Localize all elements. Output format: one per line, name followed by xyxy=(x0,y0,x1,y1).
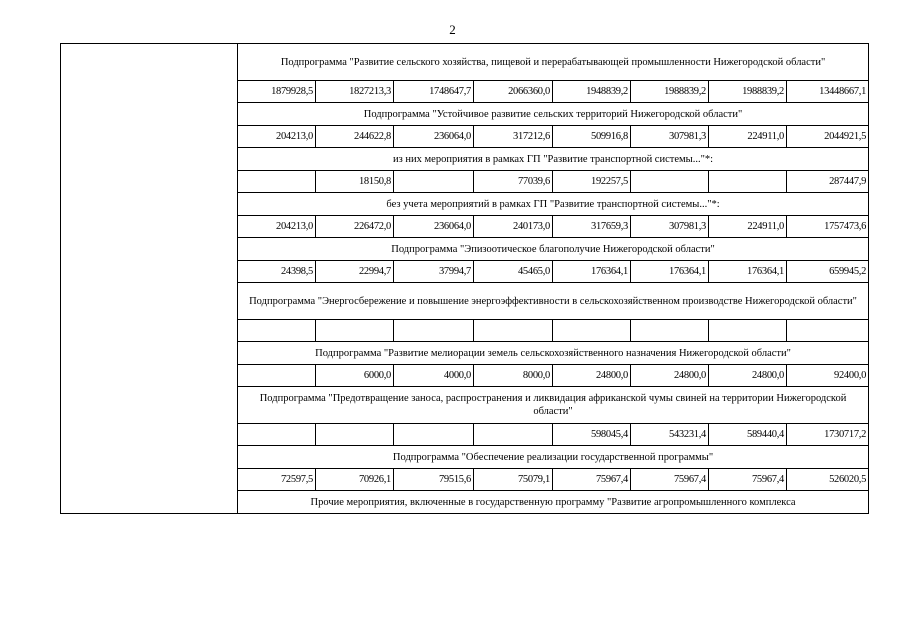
value-cell xyxy=(238,171,316,193)
value-cell: 92400,0 xyxy=(787,365,869,387)
value-cell: 240173,0 xyxy=(474,216,553,238)
value-cell: 24800,0 xyxy=(709,365,787,387)
value-cell: 1757473,6 xyxy=(787,216,869,238)
value-cell: 75967,4 xyxy=(631,469,709,491)
section-title-row xyxy=(61,44,869,81)
value-cell: 659945,2 xyxy=(787,261,869,283)
value-cell xyxy=(238,424,316,446)
value-cell xyxy=(709,171,787,193)
value-cell xyxy=(316,424,394,446)
value-cell: 204213,0 xyxy=(238,126,316,148)
value-cell: 317659,3 xyxy=(553,216,631,238)
value-cell: 75967,4 xyxy=(709,469,787,491)
value-cell: 509916,8 xyxy=(553,126,631,148)
value-cell: 287447,9 xyxy=(787,171,869,193)
section-title: Подпрограмма "Устойчивое развитие сельских территорий Нижегородской области" xyxy=(238,103,869,126)
value-cell: 70926,1 xyxy=(316,469,394,491)
value-cell: 37994,7 xyxy=(394,261,474,283)
value-cell: 1988839,2 xyxy=(709,81,787,103)
value-cell: 224911,0 xyxy=(709,216,787,238)
value-cell: 224911,0 xyxy=(709,126,787,148)
value-cell xyxy=(238,320,316,342)
section-title: Подпрограмма "Энергосбережение и повышение энергоэффективности в сельскохозяйственном производстве Нижегородской области" xyxy=(238,283,869,320)
section-title: Подпрограмма "Обеспечение реализации государственной программы" xyxy=(238,446,869,469)
value-cell: 13448667,1 xyxy=(787,81,869,103)
section-title: Подпрограмма "Развитие сельского хозяйства, пищевой и перерабатывающей промышленности Нижегородской области" xyxy=(238,44,869,81)
value-cell xyxy=(316,320,394,342)
value-cell: 176364,1 xyxy=(553,261,631,283)
value-cell: 2044921,5 xyxy=(787,126,869,148)
value-cell: 75967,4 xyxy=(553,469,631,491)
value-cell: 526020,5 xyxy=(787,469,869,491)
value-cell xyxy=(631,320,709,342)
value-cell: 192257,5 xyxy=(553,171,631,193)
program-funding-table xyxy=(60,43,869,514)
section-title: Подпрограмма "Развитие мелиорации земель сельскохозяйственного назначения Нижегородской области" xyxy=(238,342,869,365)
value-cell: 75079,1 xyxy=(474,469,553,491)
value-cell: 176364,1 xyxy=(709,261,787,283)
section-title: без учета мероприятий в рамках ГП "Развитие транспортной системы..."*: xyxy=(238,193,869,216)
value-cell: 6000,0 xyxy=(316,365,394,387)
value-cell xyxy=(787,320,869,342)
value-cell xyxy=(394,171,474,193)
value-cell: 204213,0 xyxy=(238,216,316,238)
value-cell: 244622,8 xyxy=(316,126,394,148)
value-cell: 1988839,2 xyxy=(631,81,709,103)
value-cell xyxy=(631,171,709,193)
value-cell: 79515,6 xyxy=(394,469,474,491)
value-cell: 8000,0 xyxy=(474,365,553,387)
value-cell xyxy=(474,320,553,342)
value-cell: 1748647,7 xyxy=(394,81,474,103)
value-cell: 1948839,2 xyxy=(553,81,631,103)
value-cell xyxy=(394,424,474,446)
value-cell: 24800,0 xyxy=(631,365,709,387)
page-number: 2 xyxy=(449,22,456,37)
value-cell: 1827213,3 xyxy=(316,81,394,103)
value-cell: 226472,0 xyxy=(316,216,394,238)
value-cell: 317212,6 xyxy=(474,126,553,148)
section-title: Подпрограмма "Эпизоотическое благополучие Нижегородской области" xyxy=(238,238,869,261)
value-cell xyxy=(474,424,553,446)
value-cell: 598045,4 xyxy=(553,424,631,446)
value-cell: 589440,4 xyxy=(709,424,787,446)
table-body xyxy=(61,44,869,514)
value-cell xyxy=(709,320,787,342)
value-cell: 24398,5 xyxy=(238,261,316,283)
value-cell: 543231,4 xyxy=(631,424,709,446)
value-cell: 307981,3 xyxy=(631,216,709,238)
section-title: из них мероприятия в рамках ГП "Развитие транспортной системы..."*: xyxy=(238,148,869,171)
value-cell: 77039,6 xyxy=(474,171,553,193)
value-cell: 176364,1 xyxy=(631,261,709,283)
value-cell: 24800,0 xyxy=(553,365,631,387)
value-cell: 45465,0 xyxy=(474,261,553,283)
value-cell: 2066360,0 xyxy=(474,81,553,103)
value-cell: 22994,7 xyxy=(316,261,394,283)
section-title: Прочие мероприятия, включенные в государственную программу "Развитие агропромышленного комплекса xyxy=(238,491,869,514)
section-title: Подпрограмма "Предотвращение заноса, распространения и ликвидация африканской чумы свиней на территории Нижегородской области" xyxy=(238,387,869,424)
value-cell: 4000,0 xyxy=(394,365,474,387)
value-cell: 1879928,5 xyxy=(238,81,316,103)
value-cell: 72597,5 xyxy=(238,469,316,491)
value-cell: 1730717,2 xyxy=(787,424,869,446)
value-cell xyxy=(238,365,316,387)
value-cell: 236064,0 xyxy=(394,126,474,148)
value-cell xyxy=(394,320,474,342)
value-cell: 236064,0 xyxy=(394,216,474,238)
value-cell: 307981,3 xyxy=(631,126,709,148)
left-empty-column xyxy=(61,44,238,514)
value-cell xyxy=(553,320,631,342)
value-cell: 18150,8 xyxy=(316,171,394,193)
